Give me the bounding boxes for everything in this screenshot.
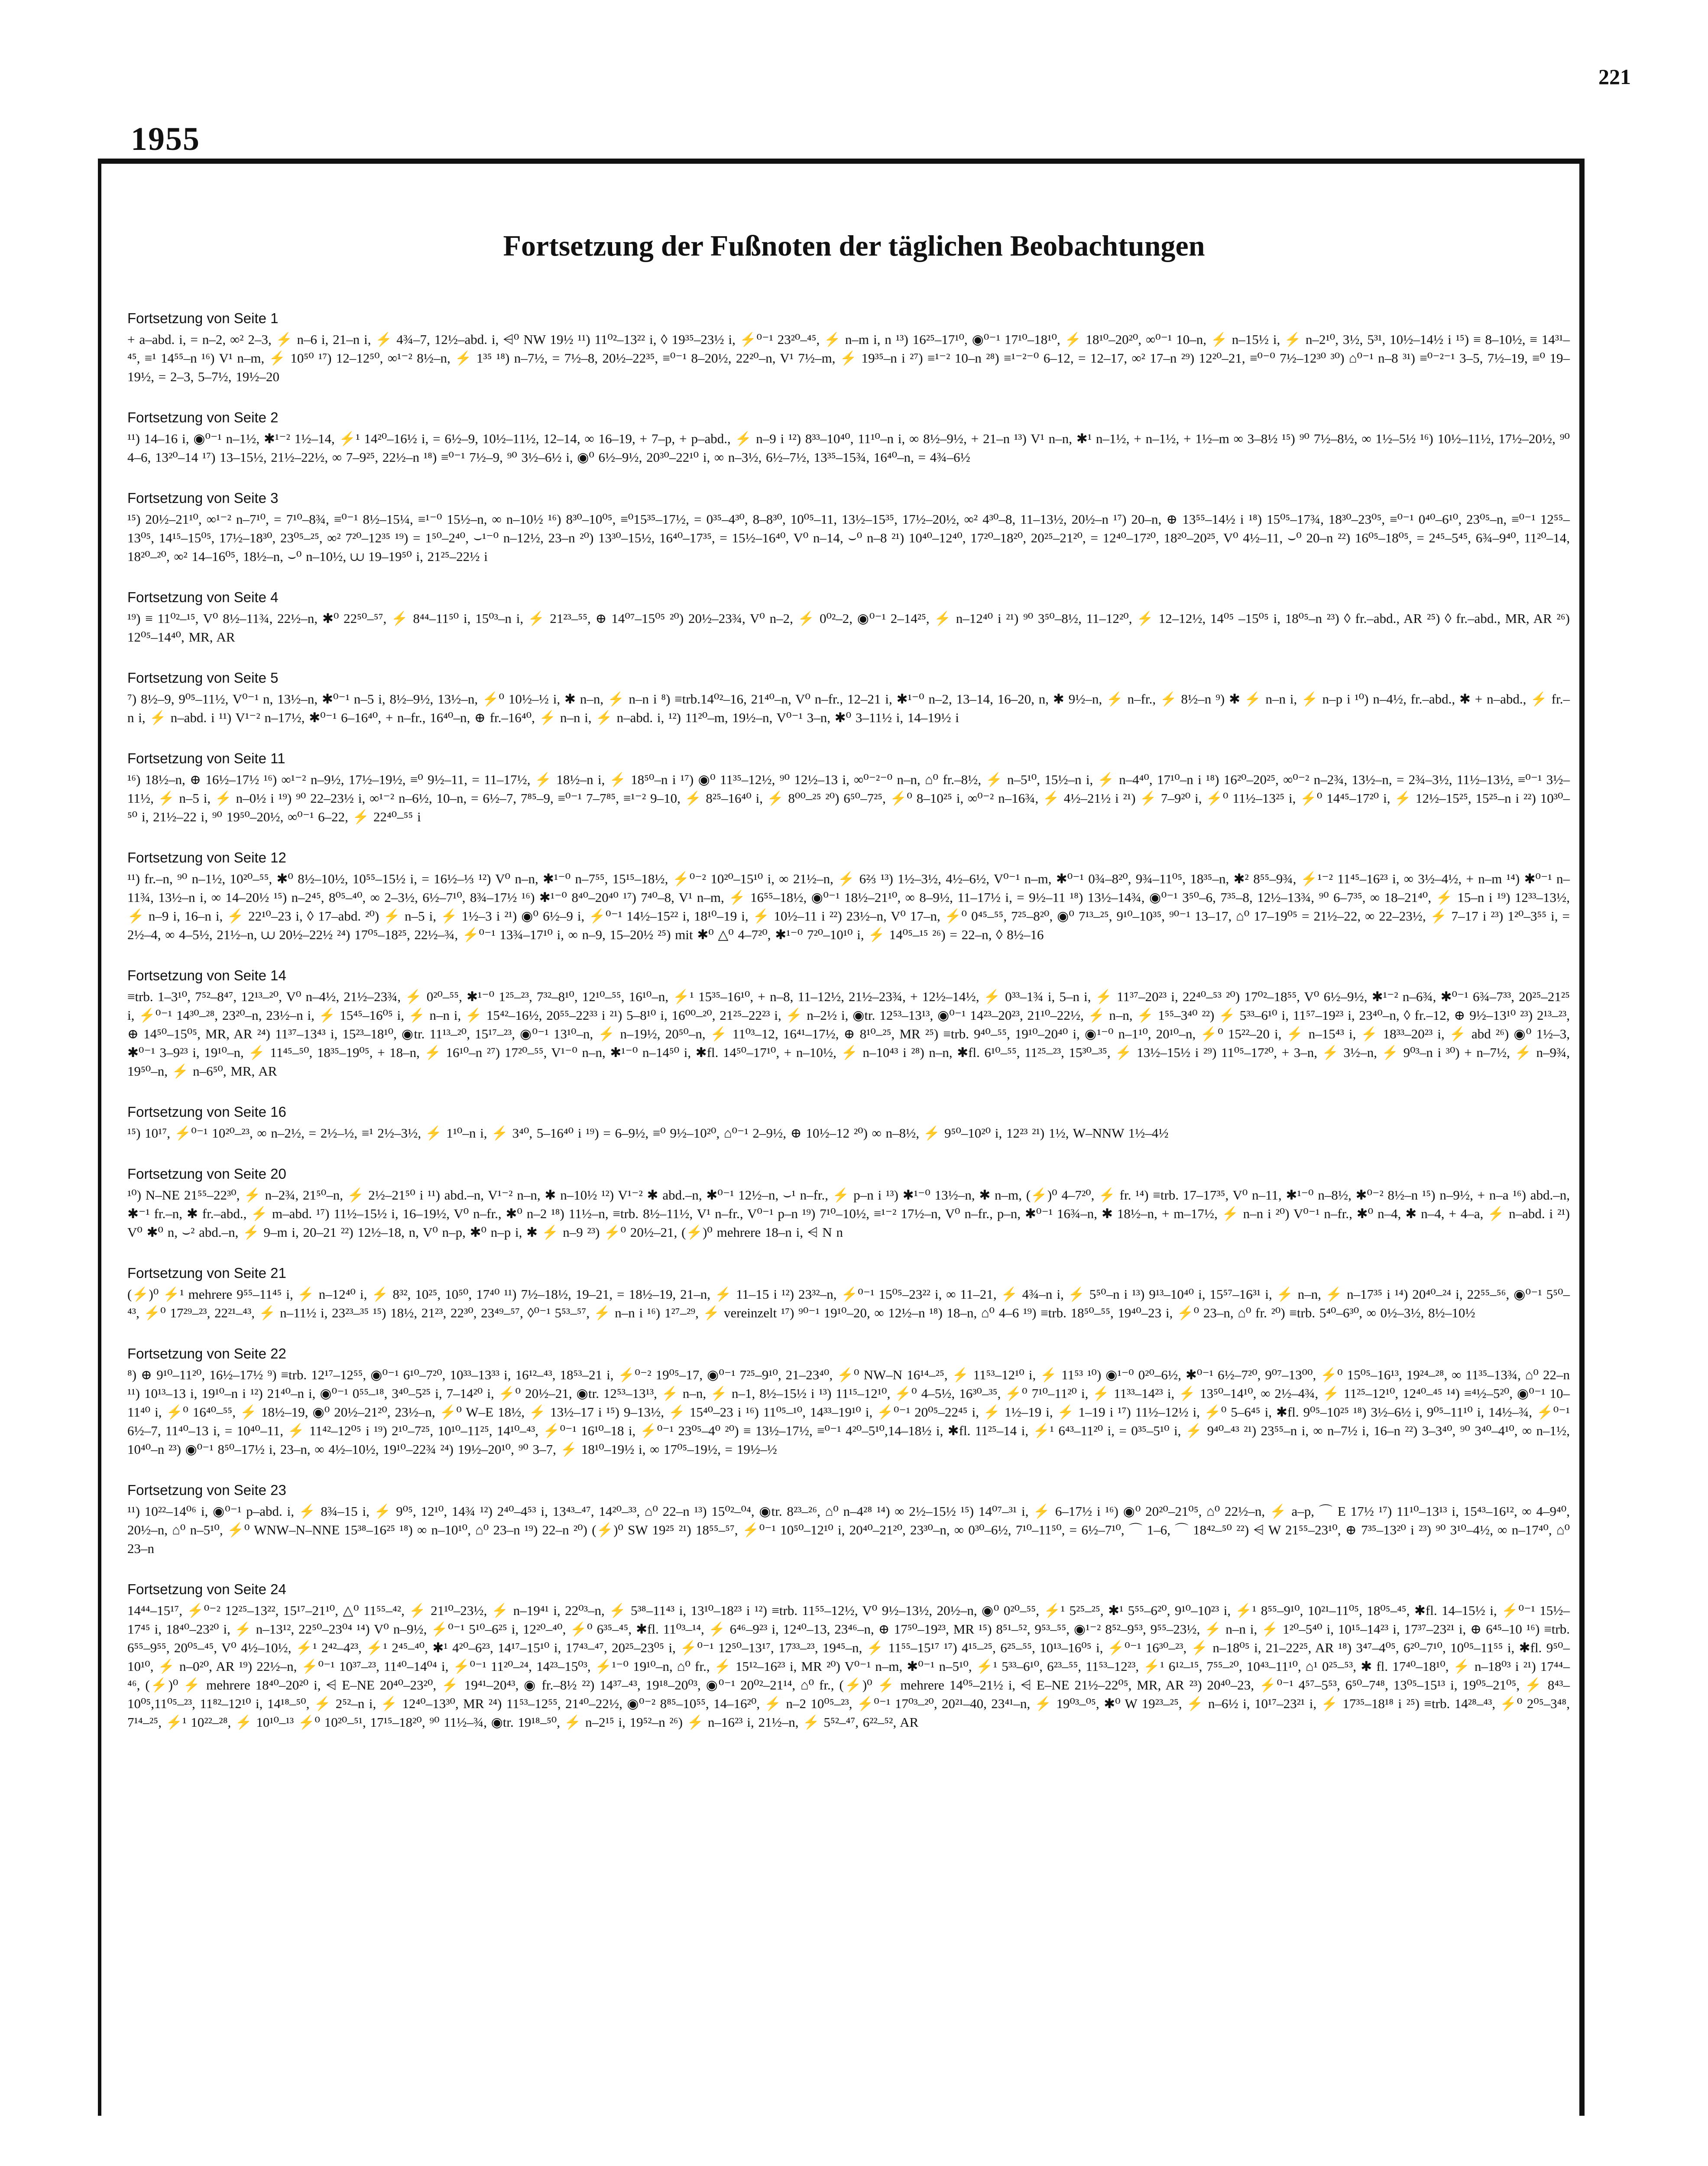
- page-number: 221: [1598, 65, 1631, 89]
- section-text: ⁸) ⊕ 9¹⁰–11²⁰, 16½–17½ ⁹) ≡trb. 12¹⁷–12⁵⁵, ◉⁰⁻¹ 6¹⁰–7²⁰, 10³³–13³³ i, 16¹²–⁴³, 18⁵³–21 i, ⚡⁰⁻² 19⁰⁵–17, ◉⁰⁻¹ 7²⁵–9¹⁰, 21–23⁴⁰, ⚡⁰ NW–N 16¹⁴–²⁵, ⚡ 11⁵³–12¹⁰ i, ⚡ 11⁵³ ¹⁰) ◉¹⁻⁰ 0²⁰–6½, ✱⁰⁻¹ 6½–7²⁰, 9⁰⁷–13⁰⁰, ⚡⁰ 15⁰⁵–16¹³, 19²⁴–²⁸, ∞ 11³⁵–13¾, ⌂⁰ 22–n ¹¹) 10¹³–13 i, 19¹⁰–n i ¹²) 21⁴⁰–n i, ◉⁰⁻¹ 0⁵⁵–¹⁸, 3⁴⁰–5²⁵ i, 7–14²⁰ i, ⚡⁰ 20½–21, ◉tr. 12⁵³–13¹³, ⚡ n–n, ⚡ n–1, 8½–15½ i ¹³) 11¹⁵–12¹⁰, ⚡⁰ 4–5½, 16³⁰–³⁵, ⚡⁰ 7¹⁰–11²⁰ i, ⚡ 11³³–14²³ i, ⚡ 13⁵⁰–14¹⁰, ∞ 2½–4¾, ⚡ 11²⁵–12¹⁰, 12⁴⁰–⁴⁵ ¹⁴) ≡⁴½–5²⁰, ◉⁰⁻¹ 10–11⁴⁰ i, ⚡⁰ 16⁴⁰–⁵⁵, ⚡ 18½–19, ◉⁰ 20½–21²⁰, 23½–n, ⚡⁰ W–E 18½, ⚡ 13½–17 i ¹⁵) 9–13½, ⚡ 15⁴⁰–23 i ¹⁶) 11⁰⁵–¹⁰, 14³³–19¹⁰ i, ⚡⁰⁻¹ 20⁰⁵–22⁴⁵ i, ⚡ 1½–19 i, ⚡ 1–19 i ¹⁷) 11½–12½ i, ⚡⁰ 5–6⁴⁵ i, ✱fl. 9⁰⁵–10²⁵ ¹⁸) 3½–6½ i, 9⁰⁵–11¹⁰ i, 14½–¾, ⚡⁰⁻¹ 6½–7, 11⁴⁰–13 i, = 10⁴⁰–11, ⚡ 11⁴²–12⁰⁵ i ¹⁹) 2¹⁰–7²⁵, 10¹⁰–11²⁵, 14¹⁰–⁴³, ⚡⁰⁻¹ 16¹⁰–18 i, ⚡⁰⁻¹ 23⁰⁵–4⁰ ²⁰) ≡ 13½–17½, ≡⁰⁻¹ 4²⁰–5¹⁰,14–18½ i, ✱fl. 11²⁵–14 i, ⚡¹ 6⁴³–11²⁰ i, = 0³⁵–5¹⁰ i, ⚡ 9⁴⁰–⁴³ ²¹) 23⁵⁵–n i, ∞ n–7½ i, 16–n ²²) 3–3⁴⁰, ⁹⁰ 3⁴⁰–4¹⁰, ∞ n–1½, 10⁴⁰–n ²³) ◉⁰⁻¹ 8⁵⁰–17½ i, 23–n, ∞ 4½–10½, 19¹⁰–22¾ ²⁴) 19½–20¹⁰, ⁹⁰ 3–7, ⚡ 18¹⁰–19½ i, ∞ 17⁰⁵–19½, = 19½–½: [127, 1367, 1570, 1457]
- section-text: ¹⁹) ≡ 11⁰²–¹⁵, V⁰ 8½–11¾, 22½–n, ✱⁰ 22⁵⁰–⁵⁷, ⚡ 8⁴⁴–11⁵⁰ i, 15⁰³–n i, ⚡ 21²³–⁵⁵, ⊕ 14⁰⁷–15⁰⁵ ²⁰) 20½–23¾, V⁰ n–2, ⚡ 0⁰²–2, ◉⁰⁻¹ 2–14²⁵, ⚡ n–12⁴⁰ i ²¹) ⁹⁰ 3⁵⁰–8½, 11–12²⁰, ⚡ 12–12½, 14⁰⁵ –15⁰⁵ i, 18⁰⁵–n ²³) ◊ fr.–abd., AR ²⁵) ◊ fr.–abd., MR, AR ²⁶) 12⁰⁵–14⁴⁰, MR, AR: [127, 611, 1570, 645]
- section-seite-20: [127, 1166, 1570, 1242]
- section-heading: Fortsetzung von Seite 2: [127, 409, 279, 425]
- section-text: ¹⁵) 20½–21¹⁰, ∞¹⁻² n–7¹⁰, = 7¹⁰–8¾, ≡⁰⁻¹ 8½–15¼, ≡¹⁻⁰ 15½–n, ∞ n–10½ ¹⁶) 8³⁰–10⁰⁵, ≡⁰15³⁵–17½, = 0³⁵–4³⁰, 8–8³⁰, 10⁰⁵–11, 13½–15³⁵, 17½–20½, ∞² 4³⁰–8, 11–13½, 20½–n ¹⁷) 20–n, ⊕ 13⁵⁵–14½ i ¹⁸) 15⁰⁵–17¾, 18³⁰–23⁰⁵, ≡⁰⁻¹ 0⁴⁰–6¹⁰, 23⁰⁵–n, ≡⁰⁻¹ 12⁵⁵–13⁰⁵, 14¹⁵–15⁰⁵, 17½–18³⁰, 23⁰⁵–²⁵, ∞² 7²⁰–12³⁵ ¹⁹) = 1⁵⁰–2⁴⁰, ⌣¹⁻⁰ n–12½, 23–n ²⁰) 13³⁰–15½, 16⁴⁰–17³⁵, = 15½–16⁴⁰, V⁰ n–14, ⌣⁰ n–8 ²¹) 10⁴⁰–12⁴⁰, 17²⁰–18²⁰, 20²⁵–21²⁰, = 12⁴⁰–17²⁰, 18²⁰–20²⁵, V⁰ 4½–11, ⌣⁰ 20–n ²²) 16⁰⁵–18⁰⁵, = 2⁴⁵–5⁴⁵, 6¾–9⁴⁰, 11²⁰–14, 18²⁰–²⁰, ∞² 14–16⁰⁵, 18½–n, ⌣⁰ n–10½, ⩊ 19–19⁵⁰ i, 21²⁵–22½ i: [127, 512, 1570, 564]
- section-seite-23: [127, 1482, 1570, 1558]
- section-text: ¹⁶) 18½–n, ⊕ 16½–17½ ¹⁶) ∞¹⁻² n–9½, 17½–19½, ≡⁰ 9½–11, = 11–17½, ⚡ 18½–n i, ⚡ 18⁵⁰–n i ¹⁷) ◉⁰ 11³⁵–12½, ⁹⁰ 12½–13 i, ∞⁰⁻²⁻⁰ n–n, ⌂⁰ fr.–8½, ⚡ n–5¹⁰, 15½–n i, ⚡ n–4⁴⁰, 17¹⁰–n i ¹⁸) 16²⁰–20²⁵, ∞⁰⁻² n–2¾, 13½–n, = 2¾–3½, 11½–13½, ≡⁰⁻¹ 3½–11½, ⚡ n–5 i, ⚡ n–0½ i ¹⁹) ⁹⁰ 22–23½ i, ∞¹⁻² n–6½, 10–n, = 6½–7, 7⁸⁵–9, ≡⁰⁻¹ 7–7⁸⁵, ≡¹⁻² 9–10, ⚡ 8²⁵–16⁴⁰ i, ⚡ 8⁰⁰–²⁵ ²⁰) 6⁵⁰–7²⁵, ⚡⁰ 8–10²⁵ i, ∞⁰⁻² n–16¾, ⚡ 4½–21½ i ²¹) ⚡ 7–9²⁰ i, ⚡⁰ 11½–13²⁵ i, ⚡⁰ 14⁴⁵–17²⁰ i, ⚡ 12½–15²⁵, 15²⁵–n i ²²) 10³⁰–⁵⁰ i, 21½–22 i, ⁹⁰ 19⁵⁰–20½, ∞⁰⁻¹ 6–22, ⚡ 22⁴⁰–⁵⁵ i: [127, 772, 1570, 824]
- section-seite-2: [127, 409, 1570, 467]
- section-seite-5: [127, 670, 1570, 727]
- section-seite-21: [127, 1265, 1570, 1322]
- section-seite-14: [127, 967, 1570, 1080]
- section-text: ¹¹) 10²²–14⁰⁶ i, ◉⁰⁻¹ p–abd. i, ⚡ 8¾–15 i, ⚡ 9⁰⁵, 12¹⁰, 14¾ ¹²) 2⁴⁰–4⁵³ i, 13⁴³–⁴⁷, 14²⁰–³³, ⌂⁰ 22–n ¹³) 15⁰²–⁰⁴, ◉tr. 8²³–²⁶, ⌂⁰ n–4²⁸ ¹⁴) ∞ 2½–15½ ¹⁵) 14⁰⁷–³¹ i, ⚡ 6–17½ i ¹⁶) ◉⁰ 20²⁰–21⁰⁵, ⌂⁰ 22½–n, ⚡ a–p, ⌒ E 17½ ¹⁷) 11¹⁰–13¹³ i, 15⁴³–16¹², ∞ 4–9⁴⁰, 20½–n, ⌂⁰ n–5¹⁰, ⚡⁰ WNW–N–NNE 15³⁸–16²⁵ ¹⁸) ∞ n–10¹⁰, ⌂⁰ 23–n ¹⁹) 22–n ²⁰) (⚡)⁰ SW 19²⁵ ²¹) 18⁵⁵–⁵⁷, ⚡⁰⁻¹ 10⁵⁰–12¹⁰ i, 20⁴⁰–21²⁰, 23³⁰–n, ∞ 0³⁰–6½, 7¹⁰–11⁵⁰, = 6½–7¹⁰, ⌒ 1–6, ⌒ 18⁴²–⁵⁰ ²²) ⩤ W 21⁵⁵–23¹⁰, ⊕ 7³⁵–13²⁰ i ²³) ⁹⁰ 3¹⁰–4½, ∞ n–17⁴⁰, ⌂⁰ 23–n: [127, 1504, 1570, 1556]
- section-heading: Fortsetzung von Seite 16: [127, 1104, 286, 1120]
- section-text: ¹¹) fr.–n, ⁹⁰ n–1½, 10²⁰–⁵⁵, ✱⁰ 8½–10½, 10⁵⁵–15½ i, = 16½–⅓ ¹²) V⁰ n–n, ✱¹⁻⁰ n–7⁵⁵, 15¹⁵–18½, ⚡⁰⁻² 10²⁰–15¹⁰ i, ∞ 21½–n, ⚡ 6⅔ ¹³) 1½–3½, 4½–6½, V⁰⁻¹ n–m, ✱⁰⁻¹ 0¾–8²⁰, 9¾–11⁰⁵, 18³⁵–n, ✱² 8⁵⁵–9¾, ⚡¹⁻² 11⁴⁵–16²³ i, ∞ 3½–4½, + n–m ¹⁴) ✱⁰⁻¹ n–11¾, 13½–n i, ∞ 14–20½ ¹⁵) n–2⁴⁵, 8⁰⁵–⁴⁰, ∞ 2–3½, 6½–7¹⁰, 8¾–17½ ¹⁶) ✱¹⁻⁰ 8⁴⁰–20⁴⁰ ¹⁷) 7⁴⁰–8, V¹ n–m, ⚡ 16⁵⁵–18½, ◉⁰⁻¹ 18½–21¹⁰, ∞ 8–9½, 11–17½ i, = 9½–11 ¹⁸) 13½–14¾, ◉⁰⁻¹ 3⁵⁰–6, 7³⁵–8, 12½–13¾, ⁹⁰ 6–7³⁵, ∞ 18–21⁴⁰, ⚡ 15–n i ¹⁹) 12³³–13½, ⚡ n–9 i, 16–n i, ⚡ 22¹⁰–23 i, ◊ 17–abd. ²⁰) ⚡ n–5 i, ⚡ 1½–3 i ²¹) ◉⁰ 6½–9 i, ⚡⁰⁻¹ 14½–15²² i, 18¹⁰–19 i, ⚡ 10½–11 i ²²) 23½–n, V⁰ 17–n, ⚡⁰ 0⁴⁵–⁵⁵, 7²⁵–8²⁰, ◉⁰ 7¹³–²⁵, 9¹⁰–10³⁵, ⁹⁰⁻¹ 13–17, ⌂⁰ 17–19⁰⁵ = 21½–22, ∞ 22–23½, ⚡ 7–17 i ²³) 1²⁰–3⁵⁵ i, = 2½–4, ∞ 4–5½, 21½–n, ⩊ 20½–22½ ²⁴) 17⁰⁵–18²⁵, 22½–¾, ⚡⁰⁻¹ 13¾–17¹⁰ i, ∞ n–9, 15–20½ ²⁵) mit ✱⁰ △⁰ 4–7²⁰, ✱¹⁻⁰ 7²⁰–10¹⁰ i, ⚡ 14⁰⁵–¹⁵ ²⁶) = 22–n, ◊ 8½–16: [127, 871, 1570, 942]
- section-seite-11: [127, 750, 1570, 826]
- section-text: ⁷) 8½–9, 9⁰⁵–11½, V⁰⁻¹ n, 13½–n, ✱⁰⁻¹ n–5 i, 8½–9½, 13½–n, ⚡⁰ 10½–½ i, ✱ n–n, ⚡ n–n i ⁸) ≡trb.14⁰²–16, 21⁴⁰–n, V⁰ n–fr., 12–21 i, ✱¹⁻⁰ n–2, 13–14, 16–20, n, ✱ 9½–n, ⚡ n–fr., ⚡ 8½–n ⁹) ✱ ⚡ n–n i, ⚡ n–p i ¹⁰) n–4½, fr.–abd., ✱ + n–abd., ⚡ fr.–n i, ⚡ n–abd. i ¹¹) V¹⁻² n–17½, ✱⁰⁻¹ 6–16⁴⁰, + n–fr., 16⁴⁰–n, ⊕ fr.–16⁴⁰, ⚡ n–n i, ⚡ n–abd. i, ¹²) 11²⁰–m, 19½–n, V⁰⁻¹ 3–n, ✱⁰ 3–11½ i, 14–19½ i: [127, 691, 1570, 725]
- section-seite-22: [127, 1346, 1570, 1459]
- section-seite-4: [127, 589, 1570, 646]
- section-seite-1: [127, 310, 1570, 386]
- section-seite-24: [127, 1581, 1570, 1732]
- section-heading: Fortsetzung von Seite 14: [127, 967, 286, 983]
- section-seite-16: [127, 1104, 1570, 1142]
- section-heading: Fortsetzung von Seite 5: [127, 670, 279, 686]
- year-heading: 1955: [131, 121, 200, 157]
- section-text: + a–abd. i, = n–2, ∞² 2–3, ⚡ n–6 i, 21–n i, ⚡ 4¾–7, 12½–abd. i, ⩤⁰ NW 19½ ¹¹) 11⁰²–13²² i, ◊ 19³⁵–23½ i, ⚡⁰⁻¹ 23²⁰–⁴⁵, ⚡ n–m i, n ¹³) 16²⁵–17¹⁰, ◉⁰⁻¹ 17¹⁰–18¹⁰, ⚡ 18¹⁰–20²⁰, ∞⁰⁻¹ 10–n, ⚡ n–15½ i, ⚡ n–2¹⁰, 3½, 5³¹, 10½–14½ i ¹⁵) ≡ 8–10½, ≡ 14³¹–⁴⁵, ≡¹ 14⁵⁵–n ¹⁶) V¹ n–m, ⚡ 10⁵⁰ ¹⁷) 12–12⁵⁰, ∞¹⁻² 8½–n, ⚡ 1³⁵ ¹⁸) n–7½, = 7½–8, 20½–22³⁵, ≡⁰⁻¹ 8–20½, 22²⁰–n, V¹ 7½–m, ⚡ 19³⁵–n i ²⁷) ≡¹⁻² 10–n ²⁸) ≡¹⁻²⁻⁰ 6–12, = 12–17, ∞² 17–n ²⁹) 12²⁰–21, ≡⁰⁻⁰ 7½–12³⁰ ³⁰) ⌂⁰⁻¹ n–8 ³¹) ≡⁰⁻²⁻¹ 3–5, 7½–19, ≡⁰ 19–19½, = 2–3, 5–7½, 19½–20: [127, 332, 1570, 384]
- section-heading: Fortsetzung von Seite 12: [127, 850, 286, 866]
- footnote-sections: [127, 310, 1570, 1755]
- section-heading: Fortsetzung von Seite 21: [127, 1265, 286, 1281]
- section-text: ¹⁰) N–NE 21⁵⁵–22³⁰, ⚡ n–2¾, 21⁵⁰–n, ⚡ 2½–21⁵⁰ i ¹¹) abd.–n, V¹⁻² n–n, ✱ n–10½ ¹²) V¹⁻² ✱ abd.–n, ✱⁰⁻¹ 12½–n, ⌣¹ n–fr., ⚡ p–n i ¹³) ✱¹⁻⁰ 13½–n, ✱ n–m, (⚡)⁰ 4–7²⁰, ⚡ fr. ¹⁴) ≡trb. 17–17³⁵, V⁰ n–11, ✱¹⁻⁰ n–8½, ✱⁰⁻² 8½–n ¹⁵) n–9½, + n–a ¹⁶) abd.–n, ✱⁻¹ fr.–n, ✱ fr.–abd., ⚡ m–abd. ¹⁷) 11½–15½ i, 16–19½, V⁰ n–fr., ✱⁰ n–2 ¹⁸) 11½–n, ≡trb. 8½–11½, V¹ n–fr., V⁰⁻¹ p–n ¹⁹) 7¹⁰–10½, ≡¹⁻² 17½–n, V⁰ n–fr., p–n, ✱⁰⁻¹ 16¾–n, ✱ 18½–n, + m–17½, ⚡ n–n i ²⁰) V⁰⁻¹ n–fr., ✱⁰ n–4, ✱ n–4, + 4–a, ⚡ n–abd. i ²¹) V⁰ ✱⁰ n, ⌣² abd.–n, ⚡ 9–m i, 20–21 ²²) 12½–18, n, V⁰ n–p, ✱⁰ n–p i, ✱ ⚡ n–9 ²³) ⚡⁰ 20½–21, (⚡)⁰ mehrere 18–n i, ⩤ N n: [127, 1187, 1570, 1240]
- section-text: (⚡)⁰ ⚡¹ mehrere 9⁵⁵–11⁴⁵ i, ⚡ n–12⁴⁰ i, ⚡ 8³², 10²⁵, 10⁵⁰, 17⁴⁰ ¹¹) 7½–18½, 19–21, = 18½–19, 21–n, ⚡ 11–15 i ¹²) 23³²–n, ⚡⁰⁻¹ 15⁰⁵–23²² i, ∞ 11–21, ⚡ 4¾–n i, ⚡ 5⁵⁰–n i ¹³) 9¹³–10⁴⁰ i, 15⁵⁷–16³¹ i, ⚡ n–n, ⚡ n–17³⁵ i ¹⁴) 20⁴⁰–²⁴ i, 22⁵⁵–⁵⁶, ◉⁰⁻¹ 5⁵⁰–⁴³, ⚡⁰ 17²⁹–²³, 22²¹–⁴³, ⚡ n–11½ i, 23²³–³⁵ ¹⁵) 18½, 21²³, 22³⁰, 23⁴⁹–⁵⁷, ◊⁰⁻¹ 5⁵³–⁵⁷, ⚡ n–n i ¹⁶) 1²⁷–²⁹, ⚡ vereinzelt ¹⁷) ⁹⁰⁻¹ 19¹⁰–20, ∞ 12½–n ¹⁸) 18–n, ⌂⁰ 4–6 ¹⁹) ≡trb. 18⁵⁰–⁵⁵, 19⁴⁰–23 i, ⚡⁰ 23–n, ⌂⁰ fr. ²⁰) ≡trb. 5⁴⁰–6³⁰, ∞ 0½–3½, 8½–10½: [127, 1287, 1570, 1320]
- section-heading: Fortsetzung von Seite 4: [127, 589, 279, 605]
- section-text: ¹¹) 14–16 i, ◉⁰⁻¹ n–1½, ✱¹⁻² 1½–14, ⚡¹ 14²⁰–16½ i, = 6½–9, 10½–11½, 12–14, ∞ 16–19, + 7–p, + p–abd., ⚡ n–9 i ¹²) 8³³–10⁴⁰, 11¹⁰–n i, ∞ 8½–9½, + 21–n ¹³) V¹ n–n, ✱¹ n–1½, + n–1½, + 1½–m ∞ 3–8½ ¹⁵) ⁹⁰ 7½–8½, ∞ 1½–5½ ¹⁶) 10½–11½, 17½–20½, ⁹⁰ 4–6, 13²⁰–14 ¹⁷) 13–15½, 21½–22½, ∞ 7–9²⁵, 22½–n ¹⁸) ≡⁰⁻¹ 7½–9, ⁹⁰ 3½–6½ i, ◉⁰ 6½–9½, 20³⁰–22¹⁰ i, ∞ n–3½, 6½–7½, 13³⁵–15¾, 16⁴⁰–n, = 4¾–6½: [127, 431, 1570, 465]
- section-heading: Fortsetzung von Seite 11: [127, 750, 285, 766]
- section-seite-12: [127, 850, 1570, 944]
- section-text: 14⁴⁴–15¹⁷, ⚡⁰⁻² 12²⁵–13²², 15¹⁷–21¹⁰, △⁰ 11⁵⁵–⁴², ⚡ 21¹⁰–23½, ⚡ n–19⁴¹ i, 22⁰³–n, ⚡ 5³⁸–11⁴³ i, 13¹⁰–18²³ i ¹²) ≡trb. 11⁵⁵–12½, V⁰ 9½–13½, 20½–n, ◉⁰ 0²⁰–⁵⁵, ⚡¹ 5²⁵–²⁵, ✱¹ 5⁵⁵–6²⁰, 9¹⁰–10²³ i, ⚡¹ 8⁵⁵–9¹⁰, 10²¹–11⁰⁵, 18⁰⁵–⁴⁵, ✱fl. 14–15½ i, ⚡⁰⁻¹ 15½–17⁴⁵ i, 18⁴⁰–23²⁰ i, ⚡ n–13¹², 22⁵⁰–23⁰⁴ ¹⁴) V⁰ n–9½, ⚡⁰⁻¹ 5¹⁰–6²⁵ i, 12²⁰–⁴⁰, ⚡⁰ 6³⁵–⁴⁵, ✱fl. 11⁰³–¹⁴, ⚡ 6⁴⁶–9²³ i, 12⁴⁰–13, 23⁴⁶–n, ⊕ 17⁵⁰–19²³, MR ¹⁵) 8⁵¹–⁵², 9⁵³–⁵⁵, ◉¹⁻² 8⁵²–9⁵³, 9⁵⁵–23½, ⚡ n–n i, ⚡ 1²⁰–5⁴⁰ i, 10¹⁵–14²³ i, 17³⁷–23²¹ i, ⊕ 6⁴⁵–10 ¹⁶) ≡trb. 6⁵⁵–9⁵⁵, 20⁰⁵–⁴⁵, V⁰ 4½–10½, ⚡¹ 2⁴²–4²³, ⚡¹ 2⁴⁵–⁴⁰, ✱¹ 4²⁰–6²³, 14¹⁷–15¹⁰ i, 17⁴³–⁴⁷, 20²⁵–23⁰⁵ i, ⚡⁰⁻¹ 12⁵⁰–13¹⁷, 17³³–²³, 19⁴⁵–n, ⚡ 11⁵⁵–15¹⁷ ¹⁷) 4¹⁵–²⁵, 6²⁵–⁵⁵, 10¹³–16⁰⁵ i, ⚡⁰⁻¹ 16³⁰–²³, ⚡ n–18⁰⁵ i, 21–22²⁵, AR ¹⁸) 3⁴⁷–4⁰⁵, 6²⁰–7¹⁰, 10⁰⁵–11⁵⁵ i, ✱fl. 9⁵⁰–10¹⁰, ⚡ n–0²⁰, AR ¹⁹) 22½–n, ⚡⁰⁻¹ 10³⁷–²³, 11⁴⁰–14⁰⁴ i, ⚡⁰⁻¹ 11²⁰–²⁴, 14²³–15⁰³, ⚡¹⁻⁰ 19¹⁰–n, ⌂⁰ fr., ⚡ 15¹²–16²³ i, MR ²⁰) V⁰⁻¹ n–m, ✱⁰⁻¹ n–5¹⁰, ⚡¹ 5³³–6¹⁰, 6²³–⁵⁵, 11⁵³–12²³, ⚡¹ 6¹²–¹⁵, 7⁵⁵–²⁰, 10⁴³–11¹⁰, ⌂¹ 0²⁵–⁵³, ✱ fl. 17⁴⁰–18¹⁰, ⚡ n–18⁰³ i ²¹) 17⁴⁴–⁴⁶, (⚡)⁰ ⚡ mehrere 18⁴⁰–20²⁰ i, ⩤ E–NE 20⁴⁰–23²⁰, ⚡ 19⁴¹–20⁴³, ◉ fr.–8½ ²²) 14³⁷–⁴³, 19¹⁸–20⁰³, ◉⁰⁻¹ 20⁰²–21¹⁴, ⌂⁰ fr., (⚡)⁰ ⚡ mehrere 14⁰⁵–21½ i, ⩤ E–NE 21½–22⁰⁵, MR, AR ²³) 20⁴⁰–23, ⚡⁰⁻¹ 4⁵⁷–5⁵³, 6⁵⁰–7⁴⁸, 13⁰⁵–15¹³ i, 19⁰⁵–21⁰⁵, ⚡ 8⁴³–10⁰⁵,11⁰⁵–²³, 11⁸²–12¹⁰ i, 14¹⁸–⁵⁰, ⚡ 2⁵²–n i, ⚡ 12⁴⁰–13³⁰, MR ²⁴) 11⁵³–12⁵⁵, 21⁴⁰–22½, ◉⁰⁻² 8⁸⁵–10⁵⁵, 14–16²⁰, ⚡ n–2 10⁰⁵–²³, ⚡⁰⁻¹ 17⁰³–²⁰, 20²¹–40, 23⁴¹–n, ⚡ 19⁰³–⁰⁵, ✱⁰ W 19²³–²⁵, ⚡ n–6½ i, 10¹⁷–23²¹ i, ⚡ 17³⁵–18¹⁸ i ²⁵) ≡trb. 14²⁸–⁴³, ⚡⁰ 2⁰⁵–3⁴⁸, 7¹⁴–²⁵, ⚡¹ 10²²–²⁸, ⚡ 10¹⁰–¹³ ⚡⁰ 10²⁰–⁵¹, 17¹⁵–18²⁰, ⁹⁰ 11½–¾, ◉tr. 19¹⁸–⁵⁰, ⚡ n–2¹⁵ i, 19⁵²–n ²⁶) ⚡ n–16²³ i, 21½–n, ⚡ 5⁵²–⁴⁷, 6²²–⁵², AR: [127, 1603, 1570, 1730]
- section-heading: Fortsetzung von Seite 20: [127, 1166, 286, 1182]
- section-text: ≡trb. 1–3¹⁰, 7⁵²–8⁴⁷, 12¹³–²⁰, V⁰ n–4½, 21½–23¾, ⚡ 0²⁰–⁵⁵, ✱¹⁻⁰ 1²⁵–²³, 7³²–8¹⁰, 12¹⁰–⁵⁵, 16¹⁰–n, ⚡¹ 15³⁵–16¹⁰, + n–8, 11–12½, 21½–23¾, + 12½–14½, ⚡ 0³³–1¾ i, 5–n i, ⚡ 11³⁷–20²³ i, 22⁴⁰–⁵³ ²⁰) 17⁰²–18⁵⁵, V⁰ 6½–9½, ✱¹⁻² n–6¾, ✱⁰⁻¹ 6¾–7³³, 20²⁵–21²⁵ i, ⚡⁰⁻¹ 14³⁰–²⁸, 23²⁰–n, 23½–n i, ⚡ 15⁴⁵–16⁰⁵ i, ⚡ n–n i, ⚡ 15⁴²–16½, 20⁵⁵–22³³ i ²¹) 5–8¹⁰ i, 16⁰⁰–²⁰, 21²⁵–22²³ i, ⚡ n–2½ i, ◉tr. 12⁵³–13¹³, ◉⁰⁻¹ 14²³–20²³, 21¹⁰–22½, ⚡ n–n, ⚡ 1⁵⁵–3⁴⁰ ²²) ⚡ 5³³–6¹⁰ i, 11⁵⁷–19²³ i, 23⁴⁰–n, ◊ fr.–12, ⊕ 9½–13¹⁰ ²³) 2¹³–²³, ⊕ 14⁵⁰–15⁰⁵, MR, AR ²⁴) 11³⁷–13⁴³ i, 15²³–18¹⁰, ◉tr. 11¹³–²⁰, 15¹⁷–²³, ◉⁰⁻¹ 13¹⁰–n, ⚡ n–19½, 20⁵⁰–n, ⚡ 11⁰³–12, 16⁴¹–17½, ⊕ 8¹⁰–²⁵, MR ²⁵) ≡trb. 9⁴⁰–⁵⁵, 19¹⁰–20⁴⁰ i, ◉¹⁻⁰ n–1¹⁰, 20¹⁰–n, ⚡⁰ 15²²–20 i, ⚡ n–15⁴³ i, ⚡ 18³³–20²³ i, ⚡ abd ²⁶) ◉⁰ 1½–3, ✱⁰⁻¹ 3–9²³ i, 19¹⁰–n, ⚡ 11⁴⁵–⁵⁰, 18³⁵–19⁰⁵, + 18–n, ⚡ 16¹⁰–n ²⁷) 17²⁰–⁵⁵, V¹⁻⁰ n–n, ✱¹⁻⁰ n–14⁵⁰ i, ✱fl. 14⁵⁰–17¹⁰, + n–10½, ⚡ n–10⁴³ i ²⁸) n–n, ✱fl. 6¹⁰–⁵⁵, 11²⁵–²³, 15³⁰–³⁵, ⚡ 13½–15½ i ²⁹) 11⁰⁵–17²⁰, + 3–n, ⚡ 3½–n, ⚡ 9⁰³–n i ³⁰) + n–7½, ⚡ n–9¾, 19⁵⁰–n, ⚡ n–6⁵⁰, MR, AR: [127, 989, 1570, 1079]
- section-seite-3: [127, 490, 1570, 566]
- section-heading: Fortsetzung von Seite 3: [127, 490, 279, 506]
- section-heading: Fortsetzung von Seite 22: [127, 1346, 286, 1362]
- section-heading: Fortsetzung von Seite 23: [127, 1482, 286, 1498]
- section-heading: Fortsetzung von Seite 1: [127, 310, 279, 326]
- section-text: ¹⁵) 10¹⁷, ⚡⁰⁻¹ 10²⁰–²³, ∞ n–2½, = 2½–½, ≡¹ 2½–3½, ⚡ 1¹⁰–n i, ⚡ 3⁴⁰, 5–16⁴⁰ i ¹⁹) = 6–9½, ≡⁰ 9½–10²⁰, ⌂⁰⁻¹ 2–9½, ⊕ 10½–12 ²⁰) ∞ n–8½, ⚡ 9⁵⁰–10²⁰ i, 12²³ ²¹) 1½, W–NNW 1½–4½: [127, 1125, 1169, 1141]
- page-title: Fortsetzung der Fußnoten der täglichen Beobachtungen: [503, 229, 1205, 262]
- section-heading: Fortsetzung von Seite 24: [127, 1581, 286, 1597]
